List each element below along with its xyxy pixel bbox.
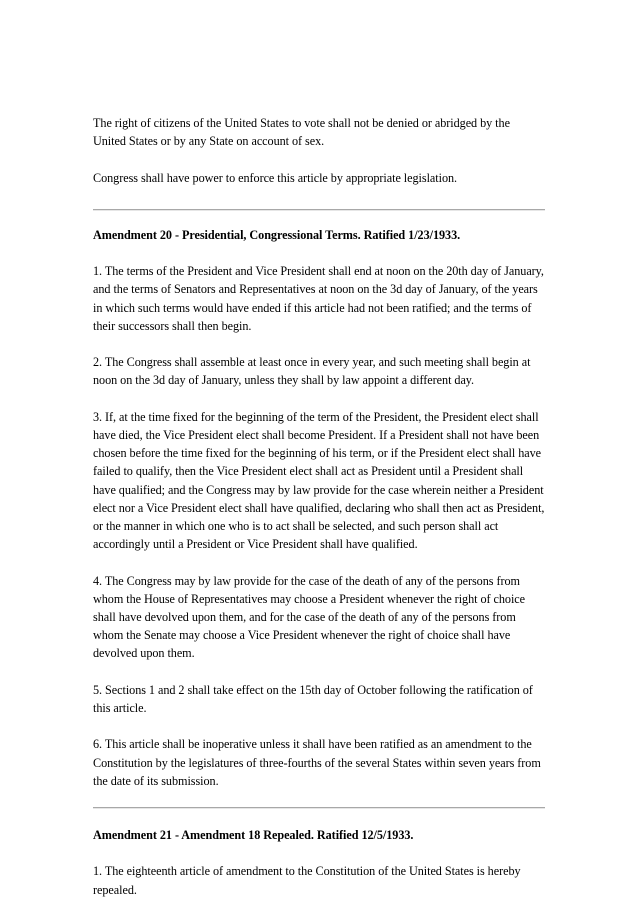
amendment-19-paragraph-1: The right of citizens of the United States to vote shall not be denied or abridged by the United States or by any State on account of sex. xyxy=(93,116,510,149)
amendment-20-section-6: 6. This article shall be inoperative unless it shall have been ratified as an amendment to the Constitution by the legislatures of three-fourths of the several States within seven years from the date of its submission. xyxy=(93,737,541,788)
amendment-21-heading: Amendment 21 - Amendment 18 Repealed. Ratified 12/5/1933. xyxy=(93,828,414,842)
amendment-19-paragraph-2: Congress shall have power to enforce this article by appropriate legislation. xyxy=(93,170,458,185)
amendment-20-section-5: 5. Sections 1 and 2 shall take effect on the 15th day of October following the ratification of this article. xyxy=(93,682,533,715)
amendment-20-section-3: 3. If, at the time fixed for the beginning of the term of the President, the President elect shall have died, the Vice President elect shall become President. If a President shall not have been chosen before the time fixed for the beginning of his term, or if the President elect shall have failed to qualify, then the Vice President elect shall act as President until a President shall have qualified; and the Congress may by law provide for the case wherein neither a President elect nor a Vice President elect shall have qualified, declaring who shall then act as President, or the manner in which one who is to act shall be selected, and such person shall act accordingly until a President or Vice President shall have qualified. xyxy=(93,409,545,552)
amendment-20-section-2: 2. The Congress shall assemble at least once in every year, and such meeting shall begin at noon on the 3d day of January, unless they shall by law appoint a different day. xyxy=(93,355,531,388)
amendment-20-section-4: 4. The Congress may by law provide for the case of the death of any of the persons from whom the House of Representatives may choose a President whenever the right of choice shall have devolved upon them, and for the case of the death of any of the persons from whom the Senate may choose a Vice President whenever the right of choice shall have devolved upon them. xyxy=(93,573,525,661)
amendment-20-heading: Amendment 20 - Presidential, Congressional Terms. Ratified 1/23/1933. xyxy=(93,227,461,242)
document-page xyxy=(93,114,545,899)
amendment-20-section-1: 1. The terms of the President and Vice President shall end at noon on the 20th day of January, and the terms of Senators and Representatives at noon on the 3d day of January, of the years in which such terms would have ended if this article had not been ratified; and the terms of their successors shall then begin. xyxy=(93,264,544,333)
amendment-21-section-1: 1. The eighteenth article of amendment to the Constitution of the United States is hereby repealed. xyxy=(93,864,521,897)
